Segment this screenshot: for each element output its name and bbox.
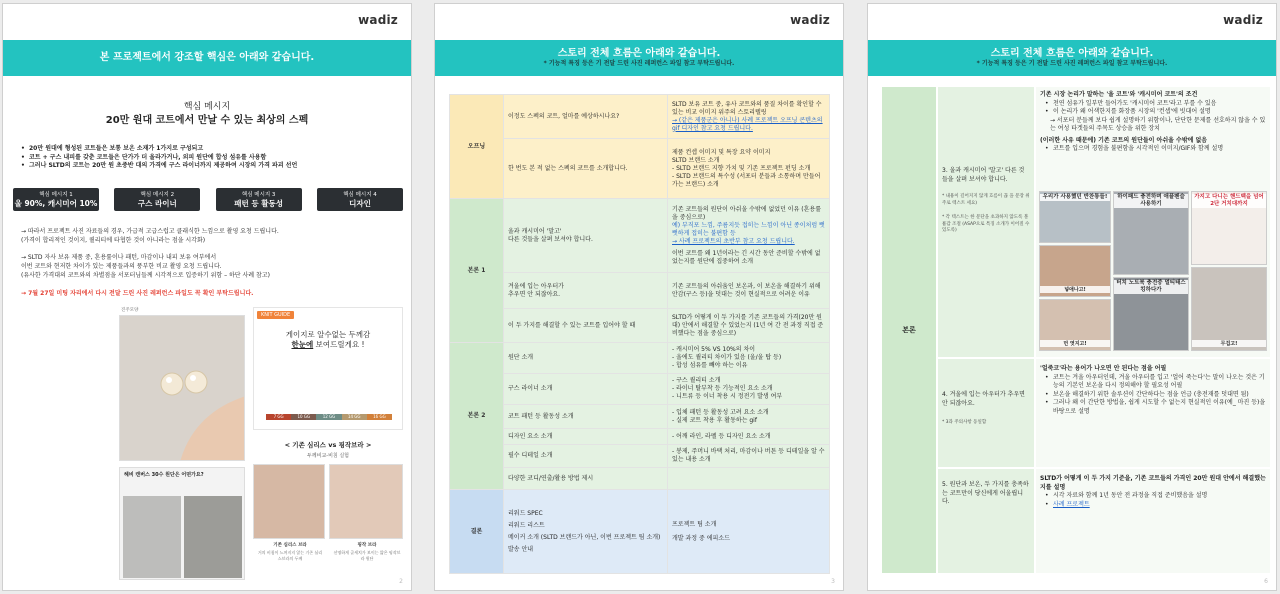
table-cell: 구스 라이너 소개 [504, 374, 668, 405]
reference-image [1039, 299, 1111, 351]
photo-label: 기존 심리스 브라 [273, 543, 307, 548]
table-cell: - 구스 퀄리티 소개 - 라이너 탈부착 등 기능적인 요소 소개 - 니트류 등 이너 착용 시 정전기 발생 여부 [668, 374, 830, 405]
compare-title: < 기존 심리스 vs 핑작브라 > [284, 441, 372, 449]
image-caption: 터치 노트북 충전중 멀티태스킹하다가 [1114, 280, 1188, 294]
table-cell [668, 199, 830, 273]
table-cell: 디자인 요소 소개 [504, 429, 668, 445]
cell-text: SLTD 보유 코트 중, 유사 코트와의 품질 차이를 확인할 수 있는 비교 이미지 위주의 스토리텔링 [672, 100, 822, 116]
gauge-label: 14 GG [342, 414, 367, 420]
core-message-heading: 핵심 메시지 [183, 102, 231, 112]
image-caption: 무겁고! [1192, 340, 1266, 347]
reference-image [1191, 191, 1267, 265]
highlight-note: → 7월 27일 미팅 자리에서 다시 전달 드린 사진 레퍼런스 파일도 꼭 확인 부탁드립니다. [21, 290, 254, 297]
table-cell: 울과 캐시미어 '말고' 다른 것들을 살펴 보셔야 합니다. [504, 199, 668, 273]
table-cell: - 어깨 라인, 라펠 등 디자인 요소 소개 [668, 429, 830, 445]
list-item: • 그러나 SLTD의 코트는 20만 원 초중반 대의 가격에 구스 라이너까지 제공하여 시장의 가격 파괴 선언 [21, 162, 401, 171]
banner-subtitle: * 기능적 특징 등은 기 전달 드린 사진 레퍼런스 파일 참고 부탁드립니다. [543, 60, 735, 67]
cell-line: 프로젝트 팀 소개 [672, 520, 717, 528]
knit-guide-line: 게이지로 알수없는 두께감 [285, 330, 371, 339]
wadiz-logo: wadiz [358, 13, 398, 27]
story-detail-5 [1036, 469, 1270, 573]
table-cell: 겨울에 입는 아우터가 추우면 안 되잖아요. [504, 273, 668, 309]
table-cell: 필수 디테일 소개 [504, 445, 668, 468]
knit-guide-tag: KNIT GUIDE [257, 311, 294, 319]
paragraph: → 따라서 프로젝트 사진 자료들의 경우, 가급적 고급스럽고 클래식한 느낌으로 촬영 요청 드립니다. [21, 228, 279, 235]
paragraph: (가격이 합리적인 것이지, 퀄리티에 타협한 것이 아니라는 점을 시각화) [21, 237, 206, 244]
detail-list [1040, 100, 1266, 117]
step-title: 4. 겨울에 입는 아우터가 추우면 안 되잖아요. [942, 391, 1025, 407]
pearl-photo-illustration [120, 316, 245, 461]
table-cell: 한 번도 본 적 없는 스펙의 코트를 소개합니다. [504, 139, 668, 199]
paragraph: (유사한 가격대의 코트와의 차별점을 서포터님들께 시각적으로 입증하기 위함 – 하단 사례 참고) [21, 272, 270, 279]
step-note: * 내용이 길어지지 않게 흐름이 끊 을 문장 위주로 텍스트 세요) [942, 194, 1030, 206]
knit-guide-card [253, 307, 403, 430]
step-note: * 각 텍스트는 한 문단을 초과하지 않도록 볼륨감 조절 (ASAP으로 특징 소개가 이어질 수 있도록) [942, 215, 1030, 233]
detail-note: → 서포터 분들께 보다 쉽게 설명하기 위함이나, 단단한 문제를 선호하지 않을 수 있는 여성 타겟들의 주목도 상승을 위한 장치 [1050, 116, 1266, 132]
section-banner [435, 40, 843, 76]
table-cell [668, 95, 830, 139]
cell-line: 발송 안내 [508, 545, 534, 553]
section-label: 본론 2 [450, 343, 504, 490]
detail-heading: (이러한 사유 때문에) 기존 코트의 원단들이 아쉬울 수밖에 없음 [1040, 136, 1208, 144]
badge-label: 핵심 메시지 2 [140, 191, 175, 198]
reference-image-grid [1039, 191, 1267, 353]
seamless-bra-photo [253, 464, 325, 539]
compare-question: 헤비 캔버스 30수 원단은 어떤가요? [124, 472, 204, 478]
gauge-label: 16 GG [367, 414, 392, 420]
paragraph: → SLTD 자사 보유 제품 중, 혼용률이나 패턴, 마감이나 내피 보유 여부에서 [21, 254, 217, 261]
knit-guide-line [254, 340, 402, 350]
table-cell: 코트 패턴 등 활동성 소개 [504, 405, 668, 429]
table-cell: 이정도 스펙의 코트, 얼마를 예상하시나요? [504, 95, 668, 139]
badge-label: 핵심 메시지 3 [241, 191, 276, 198]
paragraph: 이번 코트와 현저한 차이가 있는 제품들과의 풍부한 비교 촬영 요청 드립니다. [21, 263, 222, 270]
reference-link[interactable]: → (같은 제품군은 아니나) 사례 프로젝트 오프닝 콘텐츠의 gif 디자인 참고 요청 드립니다. [672, 116, 823, 132]
badge-label: 핵심 메시지 4 [343, 191, 377, 198]
cell-example: 예) 부직포 느낌, 주름지듯 접히는 느낌이 아닌 종이처럼 뻣뻣하게 접히는 불편함 등 [672, 221, 825, 237]
table-cell [668, 468, 830, 490]
document-page-6 [867, 3, 1277, 591]
detail-list [1040, 145, 1266, 154]
photo-sublabel: 거의 비침이 느껴지지 않는 기존 심리스브라의 두께 [257, 550, 323, 561]
list-item: • 보온을 해결하기 위한 솔루션이 간단하다는 점을 언급 (충전재를 덧대면 됨) [1045, 391, 1266, 400]
fabric-swatch [184, 496, 242, 578]
reference-image [1113, 191, 1189, 275]
table-cell: - 봉제, 주머니 바택 처리, 마감이나 버튼 등 디테일을 알 수 있는 내용 소개 [668, 445, 830, 468]
section-banner [868, 40, 1276, 76]
table-cell: 제품 컨셉 이미지 및 특장 요약 이미지 SLTD 브랜드 소개 - SLTD 브랜드 지향 가치 및 기존 프로젝트 펀딩 소개 - SLTD 브랜드의 특수성 (서포터 분들과 소통하며 만들어가는 브랜드) 소개 [668, 139, 830, 199]
cell-text: 기존 코트들의 원단이 아쉬울 수밖에 없었던 이유 (혼용률을 중심으로) [672, 205, 822, 221]
page-number: 6 [1264, 578, 1268, 585]
table-row [450, 374, 830, 405]
detail-list [1040, 374, 1266, 417]
badge-value: 패턴 등 활동성 [234, 198, 283, 208]
table-row [450, 490, 830, 574]
compare-subtitle: 두께비교-비침 실험 [306, 453, 350, 459]
message-badge [13, 188, 99, 211]
step-title: 5. 원단과 보온, 두 가지를 충족하는 코트만이 당신에게 어울립니다. [942, 481, 1029, 505]
step-title: 3. 울과 캐시미어 '말고' 다른 것들을 살펴 보셔야 합니다. [942, 167, 1025, 183]
story-step-4 [938, 359, 1034, 467]
cell-line: 개발 과정 중 에피소드 [672, 534, 730, 542]
table-cell: 다양한 코디/연출/활용 방법 제시 [504, 468, 668, 490]
banner-title: 스토리 전체 흐름은 아래와 같습니다. [990, 48, 1154, 59]
core-message-badges [13, 188, 403, 211]
table-row [450, 309, 830, 343]
table-row [450, 199, 830, 273]
message-badge [317, 188, 403, 211]
table-cell: - 캐시미어 5% VS 10%의 차이 - 울에도 퀄리티 차이가 있음 (울/울 탑 등) - 합성 섬유를 빼야 하는 이유 [668, 343, 830, 374]
table-row [450, 405, 830, 429]
image-caption: 하이패드 충전하며 애플펜슬 사용하기 [1114, 194, 1188, 208]
table-row [450, 468, 830, 490]
section-label: 오프닝 [450, 95, 504, 199]
canvas-compare-photo [119, 467, 245, 580]
list-item [1045, 501, 1266, 510]
cell-text: 이번 코트를 왜 1년이라는 긴 시간 동안 준비할 수밖에 없었는지를 원단에 집중하여 소개 [672, 249, 821, 265]
message-badge [216, 188, 302, 211]
list-item: • 코트는 겨울 아우터인데, 겨울 아우터를 입고 '얼어 죽는다'는 말이 나오는 것은 기능의 기본인 보온을 다시 정의해야 할 필요성 어필 [1045, 374, 1266, 391]
step-note: * 3과 주의사항 동일함 [942, 420, 987, 425]
detail-list [1040, 492, 1266, 509]
page-number: 2 [399, 578, 403, 585]
gauge-label: 7 GG [266, 414, 291, 420]
knit-guide-emphasis: 한눈에 [291, 340, 314, 349]
detail-heading: SLTD가 어떻게 이 두 가지 기준을, 기존 코트들의 가격인 20만 원대 안에서 해결했는지를 설명 [1040, 475, 1266, 491]
gauge-swatches [266, 390, 392, 420]
badge-label: 핵심 메시지 1 [39, 191, 73, 198]
table-row [450, 139, 830, 199]
badge-value: 구스 라이너 [137, 198, 177, 208]
table-cell: - 입체 패턴 등 활동성 고려 요소 소개 - 실제 코트 착용 후 활동하는 gif [668, 405, 830, 429]
list-item: • 이 논리가 왜 어색한지를 화장품 시장의 '컨셉'에 빗대어 설명 [1045, 108, 1266, 117]
pearl-earring-photo [119, 315, 245, 461]
story-step-5 [938, 469, 1034, 573]
wadiz-logo: wadiz [1223, 13, 1263, 27]
banner-subtitle: * 기능적 특징 등은 기 전달 드린 사진 레퍼런스 파일 참고 부탁드립니다. [976, 60, 1168, 67]
table-row [450, 273, 830, 309]
table-cell: SLTD가 어떻게 이 두 가지를 기존 코트들의 가격(20만 원대) 안에서 해결할 수 있었는지 (1년 여 간 전 과정 직접 준비했다는 점을 중심으로) [668, 309, 830, 343]
cell-line: 리워드 SPEC [508, 509, 543, 517]
table-row [450, 95, 830, 139]
badge-value: 디자인 [349, 198, 371, 208]
message-badge [114, 188, 200, 211]
page-number: 3 [831, 578, 835, 585]
reference-image [1039, 245, 1111, 297]
table-cell: 기존 코트들의 아쉬움인 보온과, 이 보온을 해결하기 위해 안감(구스 등)을 덧대는 것이 현실적으로 어려운 이유 [668, 273, 830, 309]
photo-label: 핑작 브라 [357, 543, 377, 548]
table-row [450, 429, 830, 445]
list-item: • 코트를 입으며 경험을 불편함을 시각적인 이미지/GIF와 함께 설명 [1045, 145, 1266, 154]
gauge-label: 10 GG [291, 414, 316, 420]
pingjak-bra-photo [329, 464, 403, 539]
story-flow-table [449, 94, 830, 574]
section-label: 결론 [450, 490, 504, 574]
table-cell [504, 490, 668, 574]
image-caption: 가지고 다니는 핸드백을 넘어 2단 거치대까지 [1192, 194, 1266, 208]
table-cell [668, 490, 830, 574]
cell-line: 메이커 소개 (SLTD 브랜드가 아닌, 이번 프로젝트 팀 소개) [508, 533, 661, 541]
knit-guide-line-rest: 보여드릴게요 ! [313, 340, 365, 349]
fabric-swatch [123, 496, 181, 578]
image-caption: 먼 엿지고! [1040, 340, 1110, 347]
cell-line: 리워드 리스트 [508, 521, 545, 529]
reference-image [1039, 191, 1111, 243]
list-item: • 코트 + 구스 내피를 갖춘 코트들은 단가가 더 올라가거나, 외피 원단에 합성 섬유를 사용함 [21, 154, 401, 163]
story-step-3 [938, 87, 1034, 357]
bullet-list [21, 145, 401, 171]
banner-title: 본 프로젝트에서 강조할 핵심은 아래와 같습니다. [99, 52, 315, 63]
table-cell: 이 두 가지를 해결할 수 있는 코트를 입어야 할 때 [504, 309, 668, 343]
badge-value: 울 90%, 캐시미어 10% [14, 198, 98, 208]
photo-sublabel: 선명하게 골세치가 보이는 얇은 핑작브라 원단 [333, 550, 401, 561]
list-item: • 천연 섬유가 일부만 들어가도 '캐시미어 코트'라고 부를 수 있음 [1045, 100, 1266, 109]
reference-link[interactable]: 사례 프로젝트 [1053, 500, 1090, 508]
gauge-label: 12 GG [316, 414, 341, 420]
list-item: • 시각 자료와 함께 1년 동안 전 과정을 직접 준비했음을 설명 [1045, 492, 1266, 501]
image-caption: 우리가 사용했던 반찬통들! [1040, 194, 1110, 201]
image-caption: 넣애나고! [1040, 286, 1110, 293]
detail-heading: '얼죽코'라는 용어가 나오면 안 된다는 점을 어필 [1040, 365, 1167, 372]
document-page-2 [2, 3, 412, 591]
table-row [450, 343, 830, 374]
list-item: • 그러나 왜 이 간단한 방법을, 쉽게 시도할 수 없는지 현실적인 이유(예_ 마진 등)을 바탕으로 설명 [1045, 399, 1266, 416]
reference-image [1113, 277, 1189, 351]
table-cell: 원단 소개 [504, 343, 668, 374]
document-page-3 [434, 3, 844, 591]
detail-heading: 기존 시장 논리가 말하는 '울 코트'와 '캐시미어 코트'의 조건 [1040, 91, 1198, 98]
wadiz-logo: wadiz [790, 13, 830, 27]
section-label: 본론 [882, 87, 936, 573]
story-detail-4 [1036, 359, 1270, 467]
reference-image [1191, 267, 1267, 351]
core-message-title: 20만 원대 코트에서 만날 수 있는 최상의 스펙 [105, 115, 309, 126]
photo-caption: 진주모양 [121, 308, 139, 313]
gauge-row [266, 414, 392, 420]
section-label: 본론 1 [450, 199, 504, 343]
section-banner [3, 40, 411, 76]
list-item: • 20만 원대에 형성된 코트들은 보통 보온 소재가 1가지로 구성되고 [21, 145, 401, 154]
table-row [450, 445, 830, 468]
knit-guide-text [254, 330, 402, 350]
reference-link[interactable]: → 사례 프로젝트의 초반부 참고 요청 드립니다. [672, 237, 795, 245]
banner-title: 스토리 전체 흐름은 아래와 같습니다. [557, 48, 721, 59]
